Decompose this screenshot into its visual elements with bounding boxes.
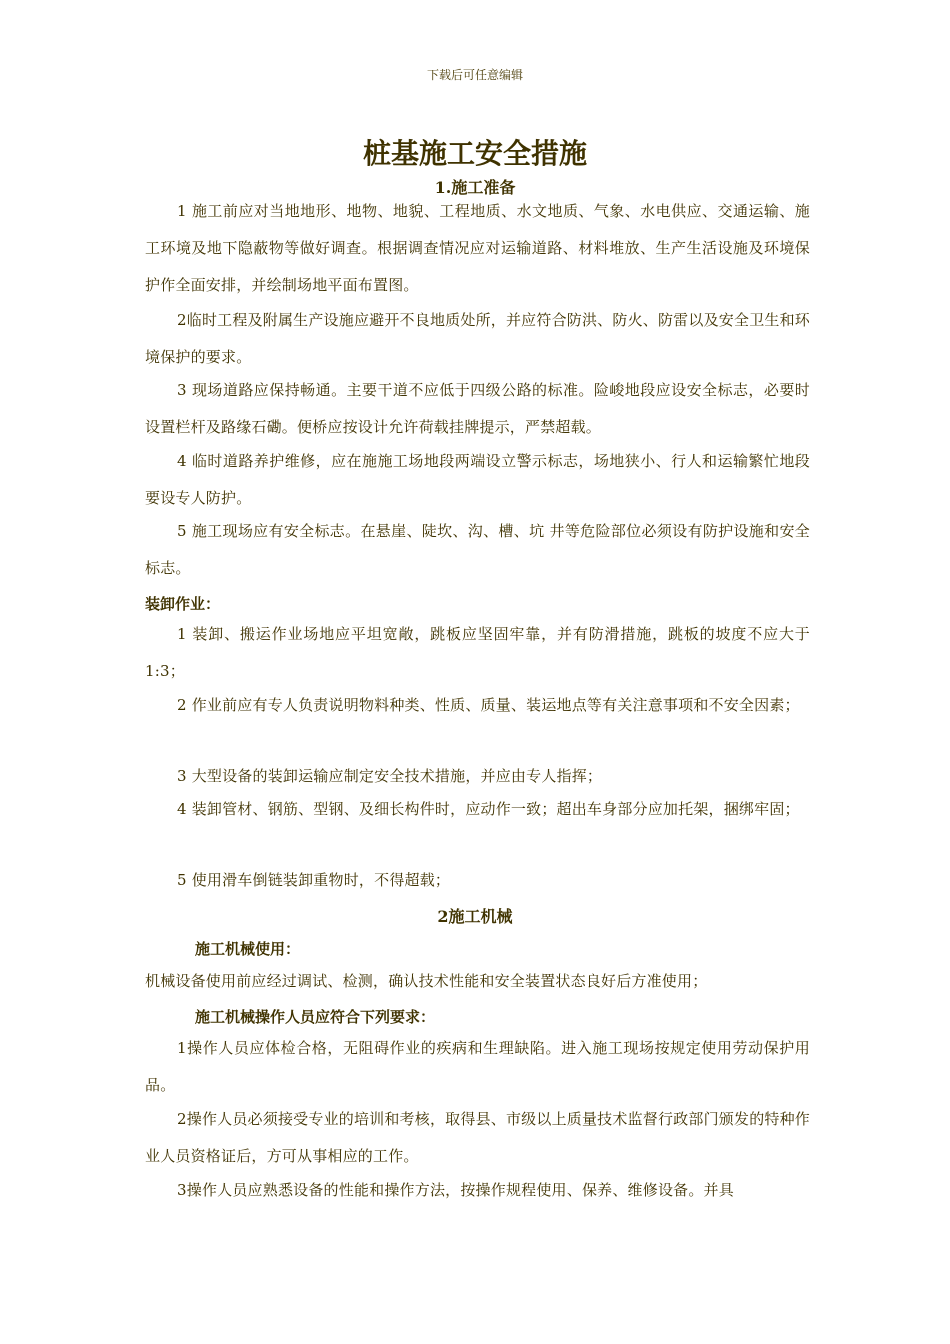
paragraph: 5 使用滑车倒链装卸重物时，不得超载； [177, 871, 451, 889]
section-heading-loading: 装卸作业： [145, 595, 221, 613]
page-header-note: 下载后可任意编辑 [426, 68, 523, 82]
paragraph: 4 临时道路养护维修，应在施施工场地段两端设立警示标志，场地狭小、行人和运输繁忙地段要设专人防护。 [145, 452, 810, 507]
subsection-heading-machine-use: 施工机械使用： [195, 940, 301, 958]
paragraph: 1 施工前应对当地地形、地物、地貌、工程地质、水文地质、气象、水电供应、交通运输、施工环境及地下隐蔽物等做好调查。根据调查情况应对运输道路、材料堆放、生产生活设施及环境保护作全面安排，并绘制场地平面布置图。 [145, 202, 810, 294]
paragraph: 机械设备使用前应经过调试、检测，确认技术性能和安全装置状态良好后方准使用； [145, 972, 708, 990]
document-title: 桩基施工安全措施 [362, 137, 587, 170]
paragraph: 1 装卸、搬运作业场地应平坦宽敞，跳板应坚固牢靠，并有防滑措施，跳板的坡度不应大于1:3； [145, 625, 810, 680]
section-heading-preparation: 1.施工准备 [434, 178, 516, 197]
paragraph: 2 作业前应有专人负责说明物料种类、性质、质量、装运地点等有关注意事项和不安全因素； [177, 696, 800, 714]
paragraph: 4 装卸管材、钢筋、型钢、及细长构件时，应动作一致；超出车身部分应加托架，捆绑牢固； [177, 800, 800, 818]
paragraph: 2临时工程及附属生产设施应避开不良地质处所，并应符合防洪、防火、防雷以及安全卫生和环境保护的要求。 [145, 311, 810, 366]
paragraph: 1操作人员应体检合格，无阻碍作业的疾病和生理缺陷。进入施工现场按规定使用劳动保护用品。 [145, 1039, 810, 1094]
subsection-heading-operator-requirements: 施工机械操作人员应符合下列要求： [195, 1008, 436, 1026]
paragraph: 3操作人员应熟悉设备的性能和操作方法，按操作规程使用、保养、维修设备。并具 [177, 1181, 734, 1199]
paragraph: 5 施工现场应有安全标志。在悬崖、陡坎、沟、槽、坑 井等危险部位必须设有防护设施和安全标志。 [145, 522, 810, 577]
paragraph: 2操作人员必须接受专业的培训和考核，取得县、市级以上质量技术监督行政部门颁发的特种作业人员资格证后，方可从事相应的工作。 [145, 1110, 810, 1165]
section-heading-machinery: 2施工机械 [437, 907, 513, 926]
paragraph: 3 大型设备的装卸运输应制定安全技术措施，并应由专人指挥； [177, 767, 603, 785]
paragraph: 3 现场道路应保持畅通。主要干道不应低于四级公路的标准。险峻地段应设安全标志，必要时设置栏杆及路缘石磡。便桥应按设计允许荷载挂牌提示，严禁超载。 [145, 381, 810, 436]
